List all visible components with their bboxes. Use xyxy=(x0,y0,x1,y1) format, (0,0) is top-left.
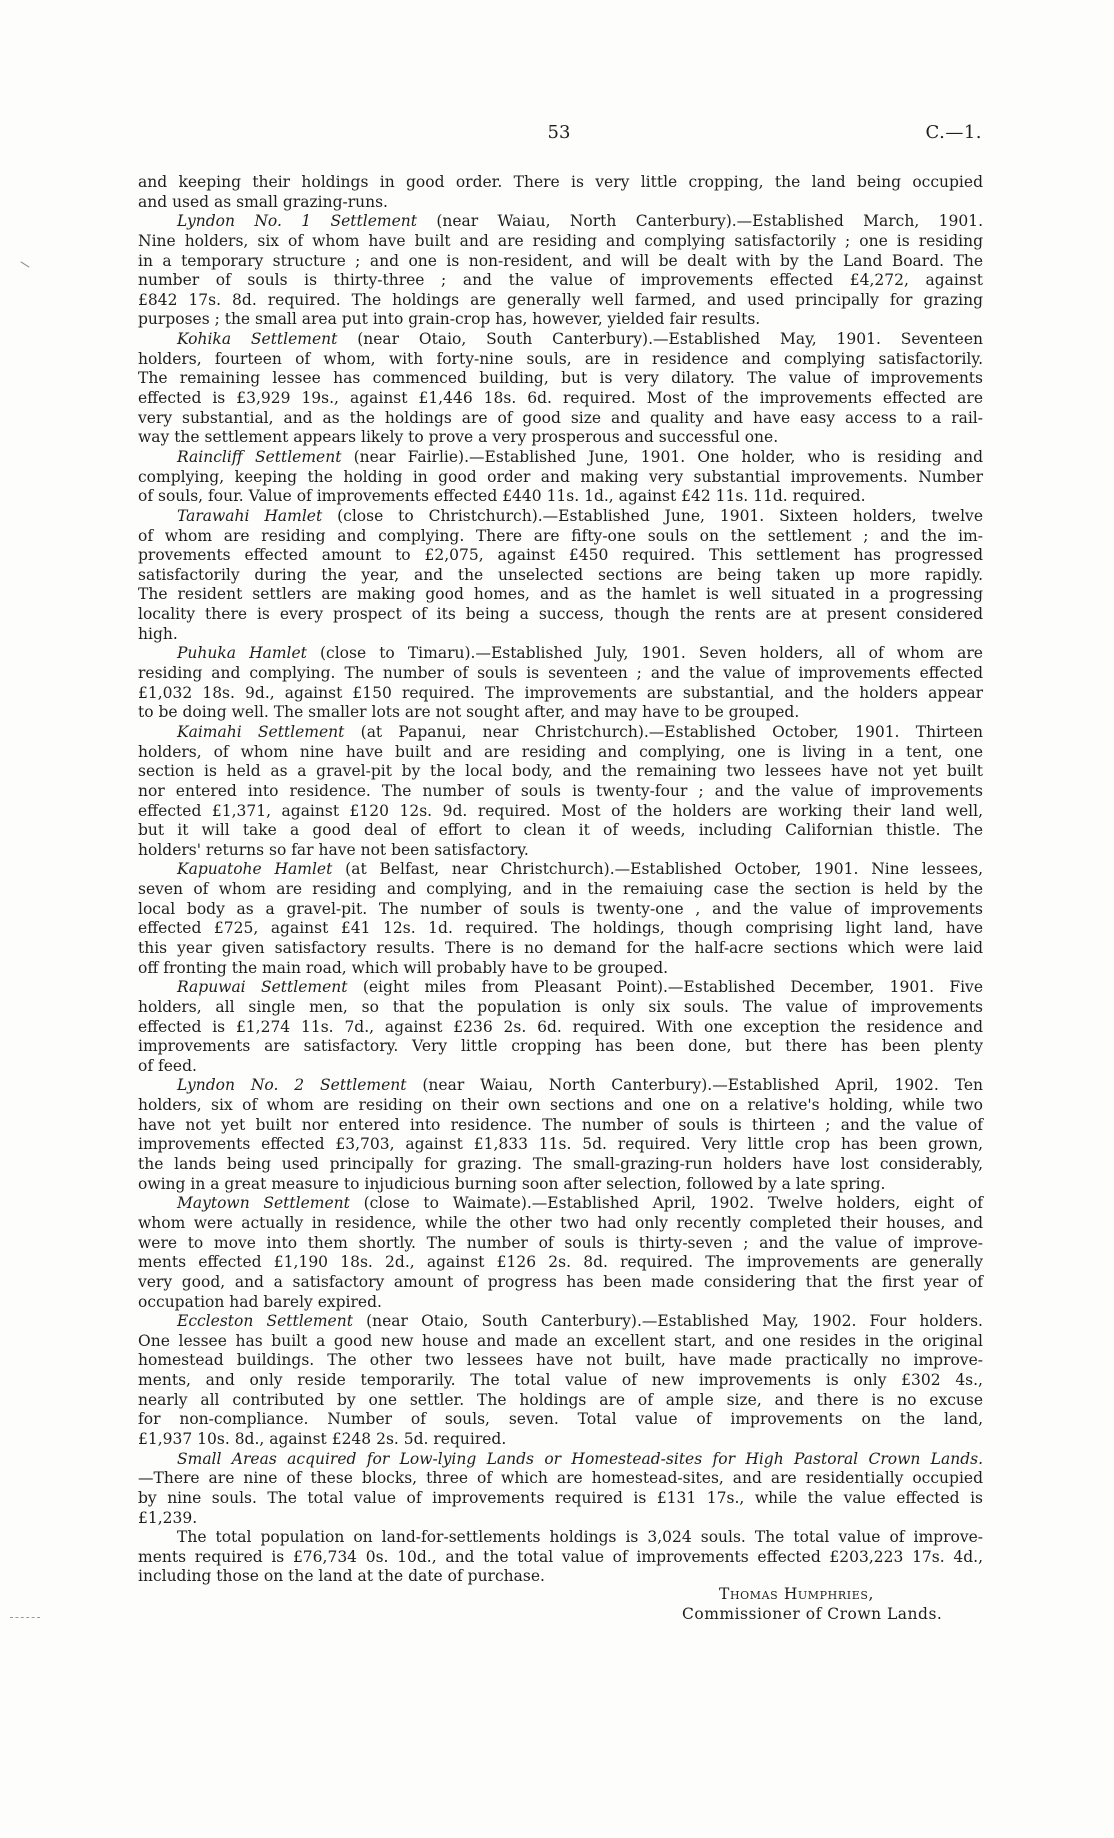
text-line xyxy=(138,1234,983,1254)
paragraph-continued xyxy=(138,173,983,212)
section-paragraph xyxy=(138,1450,983,1529)
line-text: The total population on land-for-settlements holdings is 3,024 souls. The total value of improve- xyxy=(177,1528,983,1547)
text-line xyxy=(138,1391,983,1411)
line-text: holders, fourteen of whom, with forty-nine souls, are in residence and complying satisfactorily. xyxy=(138,349,983,368)
text-line xyxy=(138,762,983,782)
line-text: seven of whom are residing and complying, and in the remaiuing case the section is held by the xyxy=(138,880,983,899)
settlement-paragraph xyxy=(138,978,983,1076)
text-line xyxy=(138,428,983,448)
text-line xyxy=(138,291,983,311)
text-line xyxy=(138,310,983,330)
line-text: including those on the land at the date of purchase. xyxy=(138,1567,545,1586)
line-text: for non-compliance. Number of souls, seven. Total value of improvements on the land, xyxy=(138,1410,983,1429)
line-text: effected is £3,929 19s., against £1,446 18s. 6d. required. Most of the improvements effected are xyxy=(138,389,983,408)
line-text: off fronting the main road, which will probably have to be grouped. xyxy=(138,958,669,977)
text-line xyxy=(138,507,983,527)
text-line xyxy=(138,1018,983,1038)
line-text: of souls, four. Value of improvements effected £440 11s. 1d., against £42 11s. 11d. required. xyxy=(138,487,866,506)
line-text: and keeping their holdings in good order. There is very little cropping, the land being occupied xyxy=(138,173,983,191)
text-line xyxy=(138,802,983,822)
text-line xyxy=(138,468,983,488)
line-text: ments required is £76,734 0s. 10d., and the total value of improvements effected £203,223 17s. 4d., xyxy=(138,1547,983,1566)
line-text: holders' returns so far have not been satisfactory. xyxy=(138,840,529,859)
text-line xyxy=(138,821,983,841)
line-text: (near Otaio, South Canterbury).—Established May, 1901. Seventeen xyxy=(357,330,983,349)
text-line xyxy=(138,212,983,232)
text-line xyxy=(138,1430,983,1450)
line-text: residing and complying. The number of souls is seventeen ; and the value of improvements effected xyxy=(138,664,983,683)
text-line xyxy=(138,252,983,272)
line-text: occupation had barely expired. xyxy=(138,1292,382,1311)
text-line xyxy=(138,860,983,880)
settlement-name: Eccleston Settlement xyxy=(177,1312,353,1331)
settlement-name: Kapuatohe Hamlet xyxy=(177,860,333,879)
line-text: to be doing well. The smaller lots are not sought after, and may have to be grouped. xyxy=(138,703,800,722)
line-text: homestead buildings. The other two lessees have not built, have made practically no improve- xyxy=(138,1351,983,1370)
settlement-paragraph xyxy=(138,1194,983,1312)
settlement-name: Rapuwai Settlement xyxy=(177,978,348,997)
text-line xyxy=(138,1155,983,1175)
text-line xyxy=(138,173,983,193)
settlement-paragraph xyxy=(138,644,983,723)
text-line xyxy=(138,1096,983,1116)
text-line xyxy=(138,350,983,370)
settlement-name: Raincliff Settlement xyxy=(177,447,342,466)
line-text: in a temporary structure ; and one is non-resident, and will be dealt with by the Land Board. The xyxy=(138,251,983,270)
page-number: 53 xyxy=(547,122,571,143)
text-line xyxy=(138,546,983,566)
text-line xyxy=(138,782,983,802)
line-text: high. xyxy=(138,624,178,643)
line-text: holders, six of whom are residing on their own sections and one on a relative's holding, while two xyxy=(138,1096,983,1115)
line-text: whom were actually in residence, while the other two had only recently completed their houses, and xyxy=(138,1213,983,1232)
line-text: The remaining lessee has commenced building, but is very dilatory. The value of improvements xyxy=(138,369,983,388)
text-line xyxy=(138,919,983,939)
line-text: effected £725, against £41 12s. 1d. required. The holdings, though comprising light land, have xyxy=(138,919,983,938)
text-line xyxy=(138,271,983,291)
line-text: satisfactorily during the year, and the unselected sections are being taken up more rapidly. xyxy=(138,565,983,584)
line-text: (close to Christchurch).—Established June, 1901. Sixteen holders, twelve xyxy=(337,506,983,525)
line-text: One lessee has built a good new house and made an excellent start, and one resides in the original xyxy=(138,1331,983,1350)
line-text: (eight miles from Pleasant Point).—Established December, 1901. Five xyxy=(362,978,983,997)
text-line xyxy=(138,232,983,252)
line-text: (near Waiau, North Canterbury).—Established March, 1901. xyxy=(436,212,983,231)
text-line xyxy=(138,743,983,763)
line-text: (near Fairlie).—Established June, 1901. One holder, who is residing and xyxy=(353,447,983,466)
text-line xyxy=(138,1253,983,1273)
settlement-paragraph xyxy=(138,212,983,330)
text-line xyxy=(138,1194,983,1214)
line-text: very good, and a satisfactory amount of progress has been made considering that the first year of xyxy=(138,1272,983,1291)
text-line xyxy=(138,389,983,409)
line-text: £842 17s. 8d. required. The holdings are generally well farmed, and used principally for grazing xyxy=(138,290,983,309)
settlement-name: Maytown Settlement xyxy=(177,1194,350,1213)
settlement-name: Puhuka Hamlet xyxy=(177,644,307,663)
text-line xyxy=(138,448,983,468)
text-line xyxy=(138,644,983,664)
text-line xyxy=(138,1469,983,1489)
settlement-name: Lyndon No. 1 Settlement xyxy=(177,212,417,231)
settlement-paragraph xyxy=(138,1076,983,1194)
line-text: £1,032 18s. 9d., against £150 required. The improvements are substantial, and the holders appear xyxy=(138,683,983,702)
signature-name: Thomas Humphries, xyxy=(719,1585,874,1603)
text-line xyxy=(138,1273,983,1293)
line-text: provements effected amount to £2,075, against £450 required. This settlement has progressed xyxy=(138,546,983,565)
text-line xyxy=(138,487,983,507)
line-text: of whom are residing and complying. There are fifty-one souls on the settlement ; and the im- xyxy=(138,526,983,545)
settlement-paragraph xyxy=(138,507,983,644)
text-line xyxy=(138,409,983,429)
line-text: £1,937 10s. 8d., against £248 2s. 5d. required. xyxy=(138,1430,507,1448)
section-heading: Small Areas acquired for Low-lying Lands or Homestead-sites for High Pastoral Crown Lands. xyxy=(177,1449,983,1468)
line-text: were to move into them shortly. The number of souls is thirty-seven ; and the value of improve- xyxy=(138,1233,983,1252)
line-text: holders, of whom nine have built and are residing and complying, one is living in a tent, one xyxy=(138,742,983,761)
document-code: C.—1. xyxy=(925,122,982,143)
text-line xyxy=(138,998,983,1018)
scan-mark xyxy=(20,261,29,267)
settlement-paragraph xyxy=(138,860,983,978)
text-line xyxy=(138,703,983,723)
text-line xyxy=(138,1312,983,1332)
line-text: section is held as a gravel-pit by the local body, and the remaining two lessees have not yet built xyxy=(138,762,983,781)
report-body xyxy=(138,173,983,1587)
line-text: £1,239. xyxy=(138,1508,198,1527)
line-text: (at Papanui, near Christchurch).—Established October, 1901. Thirteen xyxy=(360,722,983,741)
text-line xyxy=(138,1528,983,1548)
settlement-paragraph xyxy=(138,723,983,860)
line-text: holders, all single men, so that the population is only six souls. The value of improvements xyxy=(138,997,983,1016)
line-text: owing in a great measure to injudicious burning soon after selection, followed by a late spring. xyxy=(138,1174,886,1193)
text-line xyxy=(138,939,983,959)
line-text: (at Belfast, near Christchurch).—Established October, 1901. Nine lessees, xyxy=(345,860,983,879)
text-line xyxy=(138,1037,983,1057)
text-line xyxy=(138,1351,983,1371)
text-line xyxy=(138,1332,983,1352)
paragraph xyxy=(138,1528,983,1587)
text-line xyxy=(138,625,983,645)
line-text: local body as a gravel-pit. The number of souls is twenty-one , and the value of improvements xyxy=(138,899,983,918)
line-text: ments effected £1,190 18s. 2d., against £126 2s. 8d. required. The improvements are generally xyxy=(138,1253,983,1272)
line-text: —There are nine of these blocks, three of which are homestead-sites, and are residentially occupied xyxy=(138,1469,983,1488)
line-text: effected £1,371, against £120 12s. 9d. required. Most of the holders are working their land well, xyxy=(138,801,983,820)
settlement-name: Kaimahi Settlement xyxy=(177,722,345,741)
line-text: have not yet built nor entered into residence. The number of souls is thirteen ; and the value of xyxy=(138,1115,983,1134)
line-text: and used as small grazing-runs. xyxy=(138,192,388,211)
line-text: of feed. xyxy=(138,1056,197,1075)
text-line xyxy=(138,193,983,213)
text-line xyxy=(138,978,983,998)
scan-mark xyxy=(10,1617,40,1618)
line-text: (near Otaio, South Canterbury).—Established May, 1902. Four holders. xyxy=(366,1312,983,1331)
settlement-name: Lyndon No. 2 Settlement xyxy=(177,1076,407,1095)
text-line xyxy=(138,1175,983,1195)
line-text: number of souls is thirty-three ; and the value of improvements effected £4,272, against xyxy=(138,271,983,290)
text-line xyxy=(138,605,983,625)
text-line xyxy=(138,330,983,350)
text-line xyxy=(138,841,983,861)
text-line xyxy=(138,1410,983,1430)
line-text: way the settlement appears likely to prove a very prosperous and successful one. xyxy=(138,428,779,447)
text-line xyxy=(138,1489,983,1509)
settlement-name: Kohika Settlement xyxy=(177,330,338,349)
line-text: Nine holders, six of whom have built and are residing and complying satisfactorily ; one is residing xyxy=(138,231,983,250)
text-line xyxy=(138,1214,983,1234)
line-text: improvements effected £3,703, against £1,833 11s. 5d. required. Very little crop has been grown, xyxy=(138,1135,983,1154)
text-line xyxy=(138,1057,983,1077)
text-line xyxy=(138,1076,983,1096)
settlement-paragraph xyxy=(138,1312,983,1449)
line-text: (close to Timaru).—Established July, 1901. Seven holders, all of whom are xyxy=(319,644,983,663)
text-line xyxy=(138,1116,983,1136)
line-text: improvements are satisfactory. Very little cropping has been done, but there has been plenty xyxy=(138,1037,983,1056)
settlement-paragraph xyxy=(138,330,983,448)
text-line xyxy=(138,1450,983,1470)
text-line xyxy=(138,959,983,979)
text-line xyxy=(138,566,983,586)
line-text: the lands being used principally for grazing. The small-grazing-run holders have lost considerably, xyxy=(138,1155,983,1174)
text-line xyxy=(138,880,983,900)
line-text: purposes ; the small area put into grain-crop has, however, yielded fair results. xyxy=(138,310,761,329)
text-line xyxy=(138,585,983,605)
text-line xyxy=(138,684,983,704)
signature-title: Commissioner of Crown Lands. xyxy=(682,1605,943,1623)
line-text: ments, and only reside temporarily. The total value of new improvements is only £302 4s., xyxy=(138,1371,983,1390)
line-text: (close to Waimate).—Established April, 1902. Twelve holders, eight of xyxy=(363,1194,983,1213)
settlement-name: Tarawahi Hamlet xyxy=(177,506,323,525)
line-text: effected is £1,274 11s. 7d., against £236 2s. 6d. required. With one exception the residence and xyxy=(138,1017,983,1036)
line-text: nor entered into residence. The number of souls is twenty-four ; and the value of improvements xyxy=(138,781,983,800)
settlement-paragraph xyxy=(138,448,983,507)
text-line xyxy=(138,1509,983,1529)
line-text: (near Waiau, North Canterbury).—Established April, 1902. Ten xyxy=(422,1076,983,1095)
text-line xyxy=(138,723,983,743)
line-text: very substantial, and as the holdings are of good size and quality and have easy access to a rail- xyxy=(138,408,983,427)
text-line xyxy=(138,369,983,389)
text-line xyxy=(138,900,983,920)
line-text: by nine souls. The total value of improvements required is £131 17s., while the value effected is xyxy=(138,1488,983,1507)
text-line xyxy=(138,1135,983,1155)
line-text: but it will take a good deal of effort to clean it of weeds, including Californian thistle. The xyxy=(138,821,983,840)
text-line xyxy=(138,1548,983,1568)
line-text: nearly all contributed by one settler. The holdings are of ample size, and there is no excuse xyxy=(138,1390,983,1409)
text-line xyxy=(138,664,983,684)
line-text: locality there is every prospect of its being a success, though the rents are at present considered xyxy=(138,605,983,624)
line-text: this year given satisfactory results. There is no demand for the half-acre sections which were laid xyxy=(138,938,983,957)
line-text: complying, keeping the holding in good order and making very substantial improvements. Number xyxy=(138,467,983,486)
text-line xyxy=(138,1293,983,1313)
text-line xyxy=(138,1371,983,1391)
text-line xyxy=(138,527,983,547)
line-text: The resident settlers are making good homes, and as the hamlet is well situated in a progressing xyxy=(138,585,983,604)
